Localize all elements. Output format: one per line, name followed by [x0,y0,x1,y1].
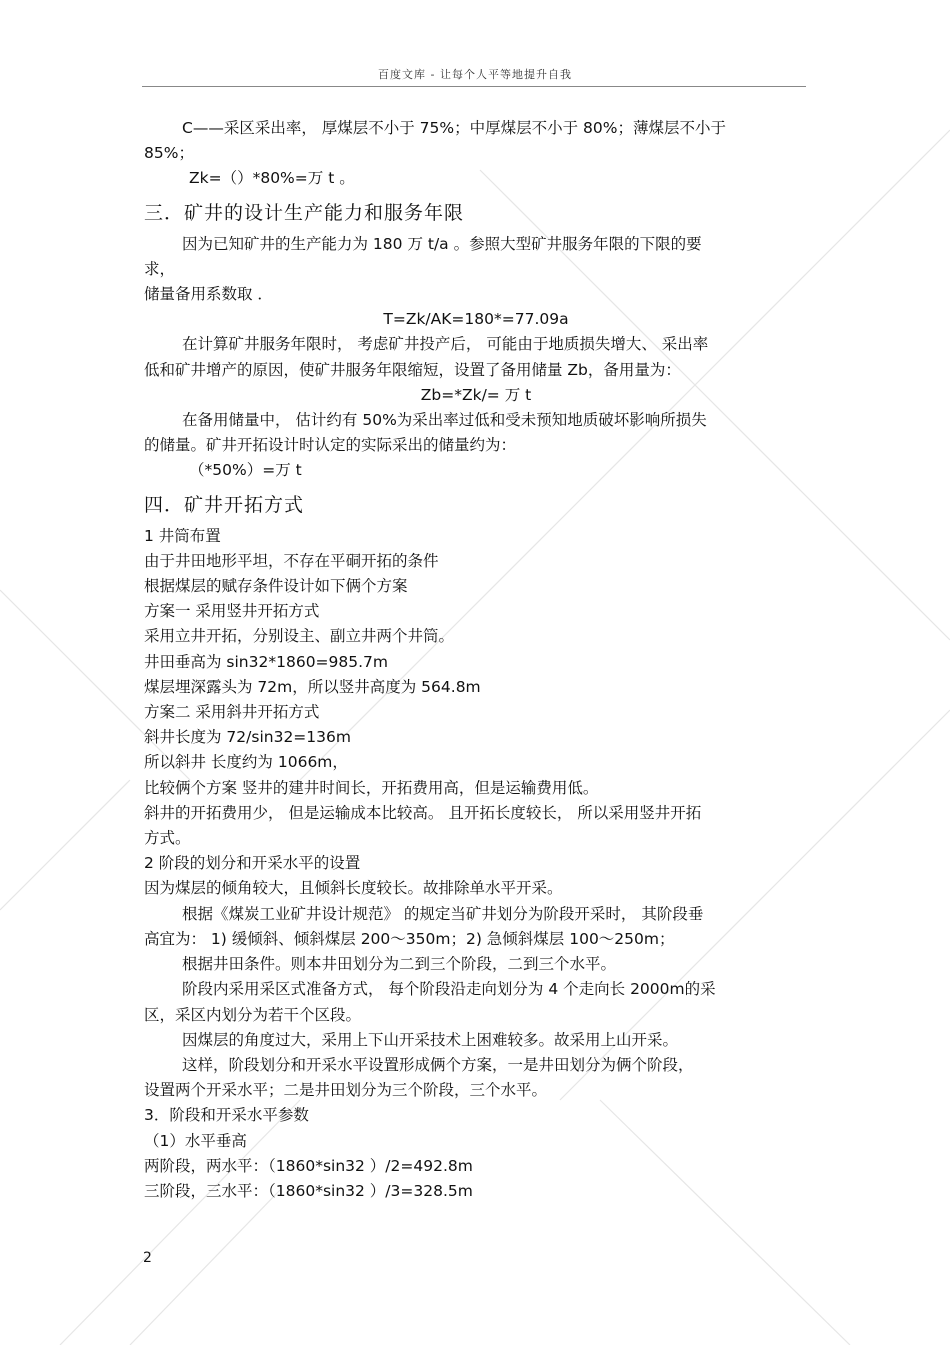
paragraph-line: 在备用储量中， 估计约有 50%为采出率过低和受未预知地质破坏影响所损失 [182,411,707,430]
paragraph-line: 85%； [144,144,194,163]
paragraph-line: 两阶段，两水平：（1860*sin32 ）/2=492.8m [144,1156,473,1175]
paragraph-line: 设置两个开采水平；二是井田划分为三个阶段，三个水平。 [144,1081,548,1100]
paragraph-line: 的储量。矿井开拓设计时认定的实际采出的储量约为： [144,436,517,455]
paragraph-line: 在计算矿井服务年限时， 考虑矿井投产后， 可能由于地质损失增大、 采出率 [182,335,709,354]
paragraph-line: 所以斜井 长度约为 1066m， [144,753,348,772]
paragraph-line: C——采区采出率， 厚煤层不小于 75%；中厚煤层不小于 80%；薄煤层不小于 [182,119,727,137]
paragraph-line: （1）水平垂高 [144,1131,247,1150]
paragraph-line: 因煤层的角度过大，采用上下山开采技术上困难较多。故采用上山开采。 [182,1030,679,1049]
paragraph-line: Zb=*Zk/= 万 t [420,385,532,404]
paragraph-line: 由于井田地形平坦，不存在平硐开拓的条件 [144,551,439,570]
paragraph-line: 斜井的开拓费用少， 但是运输成本比较高。 且开拓长度较长， 所以采用竖井开拓 [144,803,702,822]
paragraph-line: 2 阶段的划分和开采水平的设置 [144,854,361,873]
header-divider [142,86,806,87]
paragraph-line: 根据井田条件。则本井田划分为二到三个阶段，二到三个水平。 [182,955,617,974]
page-header: 百度文库 - 让每个人平等地提升自我 [378,68,572,81]
paragraph-line: 方案二 采用斜井开拓方式 [144,703,320,722]
paragraph-line: 斜井长度为 72/sin32=136m [144,728,351,747]
paragraph-line: Zk=（）*80%=万 t 。 [189,169,355,188]
page-number: 2 [143,1250,152,1266]
paragraph-line: 煤层埋深露头为 72m，所以竖井高度为 564.8m [144,677,481,696]
paragraph-line: 根据《煤炭工业矿井设计规范》 的规定当矿井划分为阶段开采时， 其阶段垂 [182,904,704,923]
paragraph-line: 方案一 采用竖井开拓方式 [144,602,320,621]
section-heading: 三．矿井的设计生产能力和服务年限 [144,201,465,224]
paragraph-line: 根据煤层的赋存条件设计如下俩个方案 [144,577,408,596]
paragraph-line: 因为煤层的倾角较大，且倾斜长度较长。故排除单水平开采。 [144,879,563,898]
paragraph-line: 高宜为： 1) 缓倾斜、倾斜煤层 200～350m；2) 急倾斜煤层 100～250m； [144,929,675,948]
paragraph-line: 求， [144,259,176,278]
paragraph-line: 1 井筒布置 [144,526,221,545]
paragraph-line: 阶段内采用采区式准备方式， 每个阶段沿走向划分为 4 个走向长 2000m的采 [182,980,716,999]
paragraph-line: 比较俩个方案 竖井的建井时间长，开拓费用高，但是运输费用低。 [144,778,599,797]
section-heading: 四．矿井开拓方式 [144,493,305,516]
document-body [144,116,808,1204]
paragraph-line: 这样，阶段划分和开采水平设置形成俩个方案，一是井田划分为俩个阶段， [182,1055,694,1074]
paragraph-line: 区，采区内划分为若干个区段。 [144,1005,362,1024]
paragraph-line: （*50%）=万 t [189,461,302,480]
paragraph-line: 三阶段，三水平：（1860*sin32 ）/3=328.5m [144,1181,473,1200]
paragraph-line: 低和矿井增产的原因，使矿井服务年限缩短，设置了备用储量 Zb，备用量为： [144,360,681,379]
paragraph-line: T=Zk/AK=180*=77.09a [383,310,569,329]
paragraph-line: 因为已知矿井的生产能力为 180 万 t/a 。参照大型矿井服务年限的下限的要 [182,234,702,253]
paragraph-line: 方式。 [144,829,191,848]
paragraph-line: 储量备用系数取 ． [144,285,273,304]
paragraph-line: 采用立井开拓，分别设主、副立井两个井筒。 [144,627,455,646]
paragraph-line: 井田垂高为 sin32*1860=985.7m [144,652,389,671]
paragraph-line: 3．阶段和开采水平参数 [144,1106,309,1125]
